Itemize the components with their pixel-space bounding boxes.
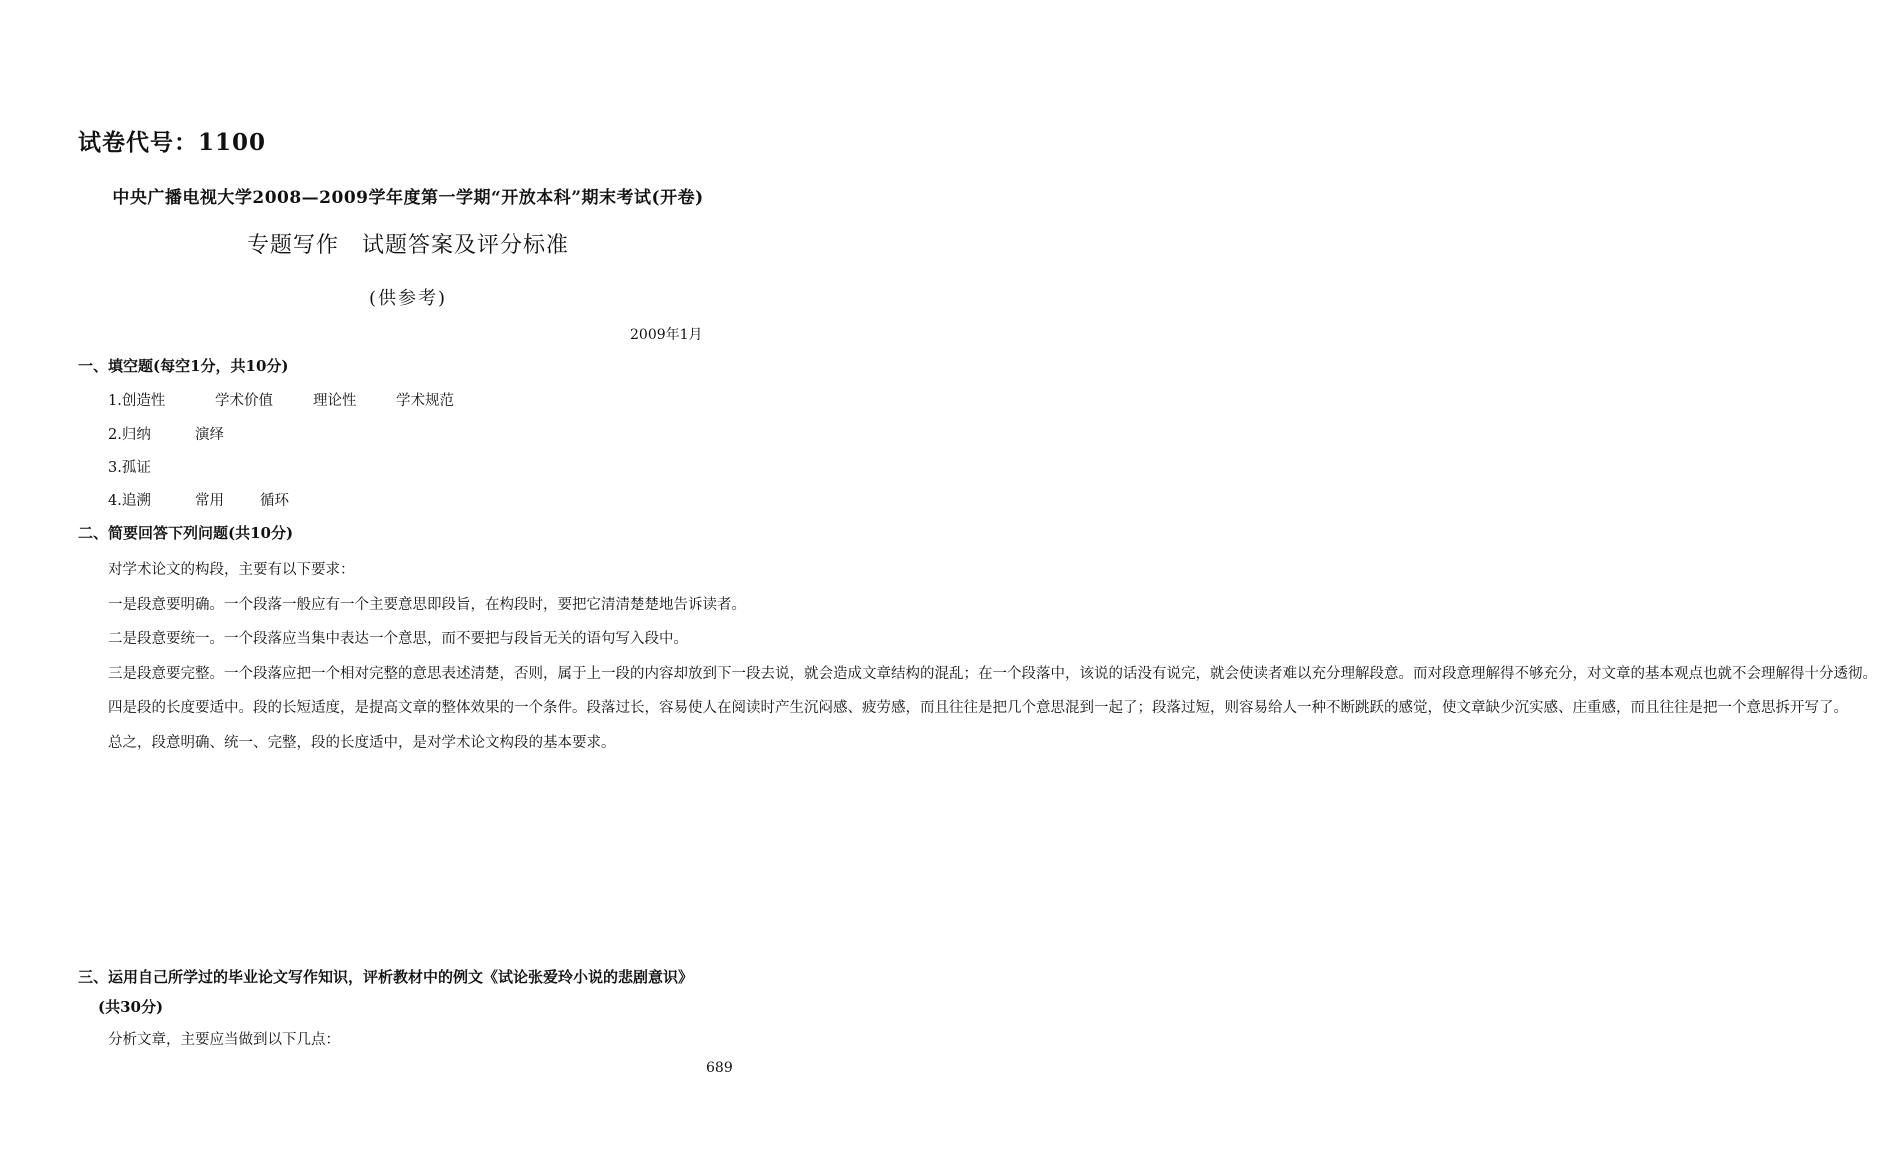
answer-2-2: 演绎 xyxy=(195,427,224,443)
section2-paragraph: 三是段意要完整。一个段落应把一个相对完整的意思表述清楚，否则，属于上一段的内容却放到下一段去说，就会造成文章结构的混乱；在一个段落中，该说的话没有说完，就会使读者难以充分理解段意。而对段意理解得不够充分，对文章的基本观点也就不会理解得十分透彻。 xyxy=(108,665,1877,682)
answer-3-1: 3.孤证 xyxy=(108,460,151,476)
page-number: 689 xyxy=(706,1060,733,1076)
answer-2-1: 2.归纳 xyxy=(108,427,151,443)
answer-4-3: 循环 xyxy=(260,493,289,509)
exam-code: 试卷代号：1100 xyxy=(78,129,267,156)
exam-date: 2009年1月 xyxy=(630,327,703,343)
section3-body xyxy=(78,1023,746,1058)
answer-1-2: 学术价值 xyxy=(215,393,273,409)
exam-title: 专题写作 试题答案及评分标准 xyxy=(246,233,569,258)
answer-4-2: 常用 xyxy=(195,493,224,509)
section1-heading: 一、填空题(每空1分，共10分) xyxy=(78,357,289,375)
answer-1-3: 理论性 xyxy=(313,393,357,409)
section2-paragraph: 一是段意要明确。一个段落一般应有一个主要意思即段旨，在构段时，要把它清清楚楚地告诉读者。 xyxy=(108,596,746,613)
section2-paragraph: 二是段意要统一。一个段落应当集中表达一个意思，而不要把与段旨无关的语句写入段中。 xyxy=(108,631,688,647)
answer-1-1: 1.创造性 xyxy=(108,393,166,409)
answer-4-1: 4.追溯 xyxy=(108,493,151,509)
section3-heading: 三、运用自己所学过的毕业论文写作知识，评析教材中的例文《试论张爱玲小说的悲剧意识》 xyxy=(78,968,694,986)
exam-university-line: 中央广播电视大学2008—2009学年度第一学期“开放本科”期末考试(开卷) xyxy=(112,188,704,208)
reference-note: (供参考) xyxy=(368,288,448,309)
section3-paragraph: 分析文章，主要应当做到以下几点： xyxy=(108,1032,340,1048)
section2-paragraph: 总之，段意明确、统一、完整，段的长度适中，是对学术论文构段的基本要求。 xyxy=(108,734,616,751)
section2-paragraph: 对学术论文的构段，主要有以下要求： xyxy=(108,562,355,578)
section2-paragraph: 四是段的长度要适中。段的长短适度，是提高文章的整体效果的一个条件。段落过长，容易使人在阅读时产生沉闷感、疲劳感，而且往往是把几个意思混到一起了；段落过短，则容易给人一种不断跳跃的感觉，使文章缺少沉实感、庄重感，而且往往是把一个意思拆开写了。 xyxy=(108,700,1848,716)
section3-heading-points: (共30分) xyxy=(98,998,164,1016)
section2-body xyxy=(78,553,1877,760)
answer-1-4: 学术规范 xyxy=(396,393,454,409)
section2-heading: 二、简要回答下列问题(共10分) xyxy=(78,524,294,542)
